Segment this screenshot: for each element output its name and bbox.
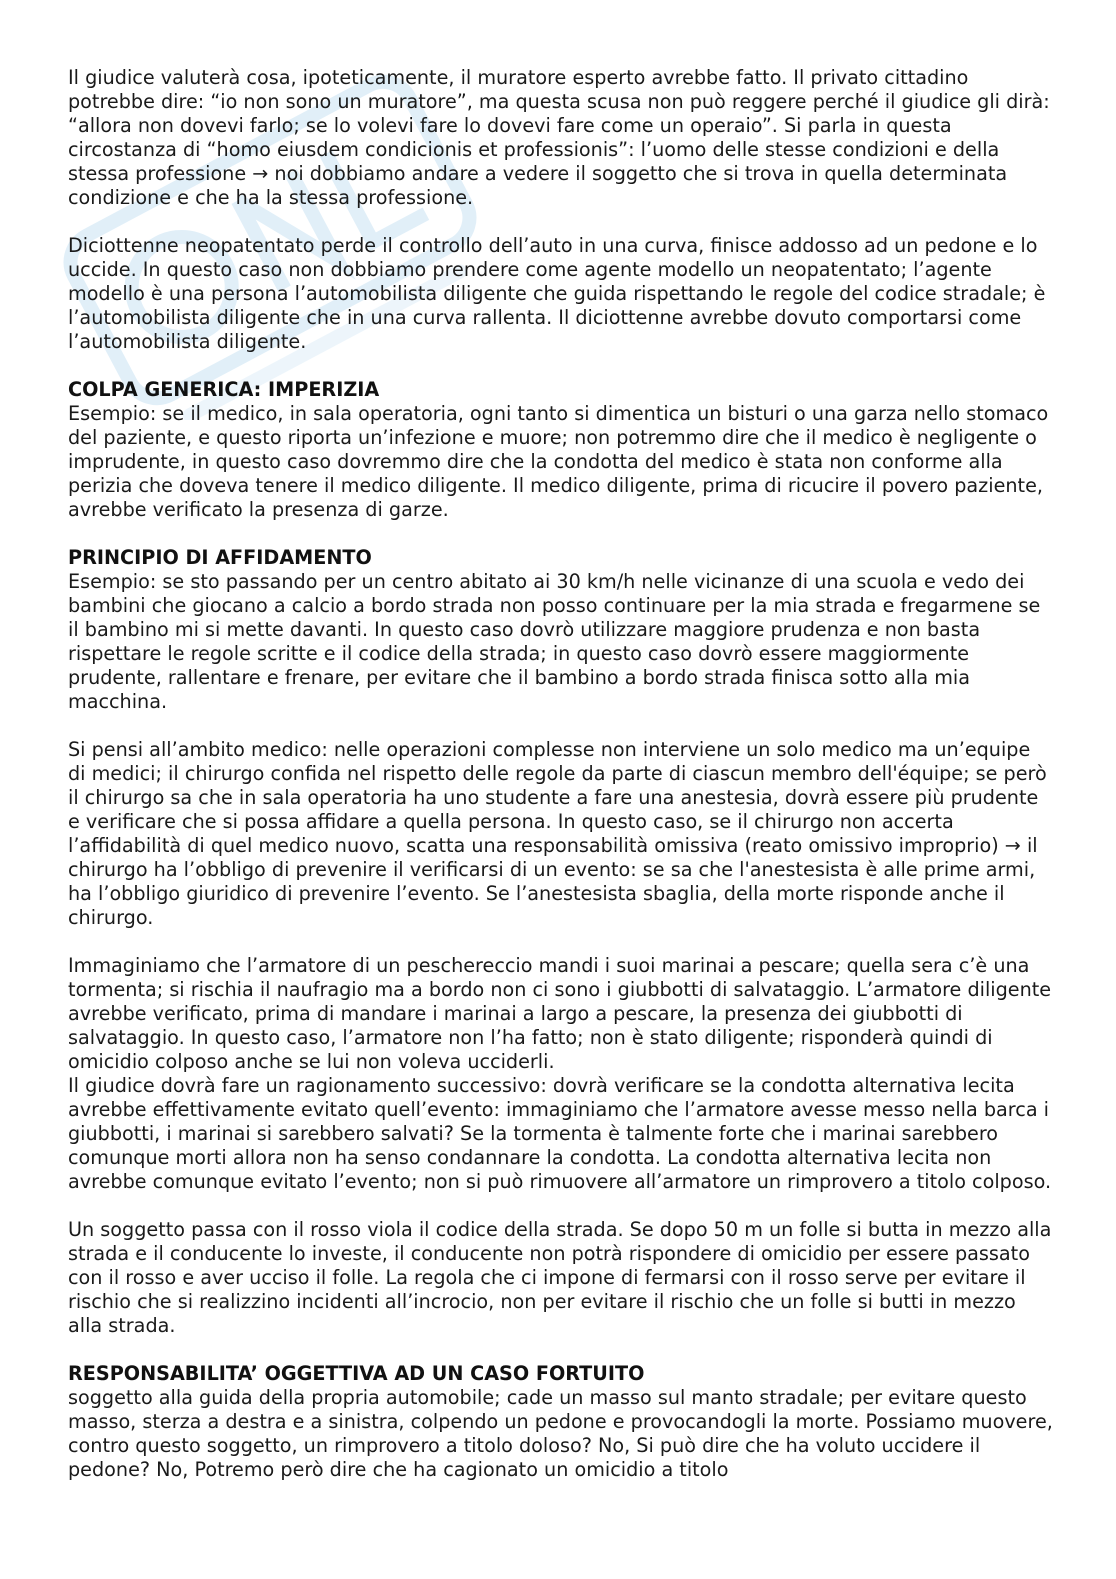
document-body bbox=[68, 66, 1053, 1482]
paragraph: Un soggetto passa con il rosso viola il codice della strada. Se dopo 50 m un folle si butta in mezzo alla strada e il conducente lo investe, il conducente non potrà rispondere di omicidio per essere passato con il rosso e aver ucciso il folle. La regola che ci impone di fermarsi con il rosso serve per evitare il rischio che si realizzino incidenti all’incrocio, non per evitare il rischio che un folle si butti in mezzo alla strada. bbox=[68, 1218, 1052, 1337]
paragraph: Si pensi all’ambito medico: nelle operazioni complesse non interviene un solo medico ma un’equipe di medici; il chirurgo confida nel rispetto delle regole da parte di ciascun membro dell'équipe; se però il chirurgo sa che in sala operatoria ha uno studente a fare una anestesia, dovrà essere più prudente e verificare che si possa affidare a quella persona. In questo caso, se il chirurgo non accerta l’affidabilità di quel medico nuovo, scatta una responsabilità omissiva (reato omissivo improprio) → il chirurgo ha l’obbligo di prevenire il verificarsi di un evento: se sa che l'anestesista è alle prime armi, ha l’obbligo giuridico di prevenire l’evento. Se l’anestesista sbaglia, della morte risponde anche il chirurgo. bbox=[68, 738, 1047, 929]
paragraph: soggetto alla guida della propria automobile; cade un masso sul manto stradale; per evitare questo masso, sterza a destra e a sinistra, colpendo un pedone e provocandogli la morte. Possiamo muovere, contro questo soggetto, un rimprovero a titolo doloso? No, Si può dire che ha voluto uccidere il pedone? No, Potremo però dire che ha cagionato un omicidio a titolo bbox=[68, 1386, 1053, 1481]
paragraph: Il giudice valuterà cosa, ipoteticamente, il muratore esperto avrebbe fatto. Il privato cittadino potrebbe dire: “io non sono un muratore”, ma questa scusa non può reggere perché il giudice gli dirà: “allora non dovevi farlo; se lo volevi fare lo dovevi fare come un operaio”. Si parla in questa circostanza di “homo eiusdem condicionis et professionis”: l’uomo delle stesse condizioni e della stessa professione → noi dobbiamo andare a vedere il soggetto che si trova in quella determinata condizione e che ha la stessa professione. bbox=[68, 66, 1050, 209]
section-heading: COLPA GENERICA: IMPERIZIA bbox=[68, 378, 380, 401]
paragraph: Diciottenne neopatentato perde il controllo dell’auto in una curva, finisce addosso ad un pedone e lo uccide. In questo caso non dobbiamo prendere come agente modello un neopatentato; l’agente modello è una persona l’automobilista diligente che guida rispettando le regole del codice stradale; è l’automobilista diligente che in una curva rallenta. Il diciottenne avrebbe dovuto comportarsi come l’automobilista diligente. bbox=[68, 234, 1046, 353]
paragraph: Esempio: se il medico, in sala operatoria, ogni tanto si dimentica un bisturi o una garza nello stomaco del paziente, e questo riporta un’infezione e muore; non potremmo dire che il medico è negligente o imprudente, in questo caso dovremmo dire che la condotta del medico è stata non conforme alla perizia che doveva tenere il medico diligente. Il medico diligente, prima di ricucire il povero paziente, avrebbe verificato la presenza di garze. bbox=[68, 402, 1049, 521]
section-heading: RESPONSABILITA’ OGGETTIVA AD UN CASO FORTUITO bbox=[68, 1362, 645, 1385]
paragraph: Il giudice dovrà fare un ragionamento successivo: dovrà verificare se la condotta alternativa lecita avrebbe effettivamente evitato quell’evento: immaginiamo che l’armatore avesse messo nella barca i giubbotti, i marinai si sarebbero salvati? Se la tormenta è talmente forte che i marinai sarebbero comunque morti allora non ha senso condannare la condotta. La condotta alternativa lecita non avrebbe comunque evitato l’evento; non si può rimuovere all’armatore un rimprovero a titolo colposo. bbox=[68, 1074, 1052, 1193]
paragraph: Immaginiamo che l’armatore di un peschereccio mandi i suoi marinai a pescare; quella sera c’è una tormenta; si rischia il naufragio ma a bordo non ci sono i giubbotti di salvataggio. L’armatore diligente avrebbe verificato, prima di mandare i marinai a largo a pescare, la presenza dei giubbotti di salvataggio. In questo caso, l’armatore non l’ha fatto; non è stato diligente; risponderà quindi di omicidio colposo anche se lui non voleva ucciderli. bbox=[68, 954, 1052, 1073]
section-heading: PRINCIPIO DI AFFIDAMENTO bbox=[68, 546, 372, 569]
paragraph: Esempio: se sto passando per un centro abitato ai 30 km/h nelle vicinanze di una scuola e vedo dei bambini che giocano a calcio a bordo strada non posso continuare per la mia strada e fregarmene se il bambino mi si mette davanti. In questo caso dovrò utilizzare maggiore prudenza e non basta rispettare le regole scritte e il codice della strada; in questo caso dovrò essere maggiormente prudente, rallentare e frenare, per evitare che il bambino a bordo strada finisca sotto alla mia macchina. bbox=[68, 570, 1041, 713]
